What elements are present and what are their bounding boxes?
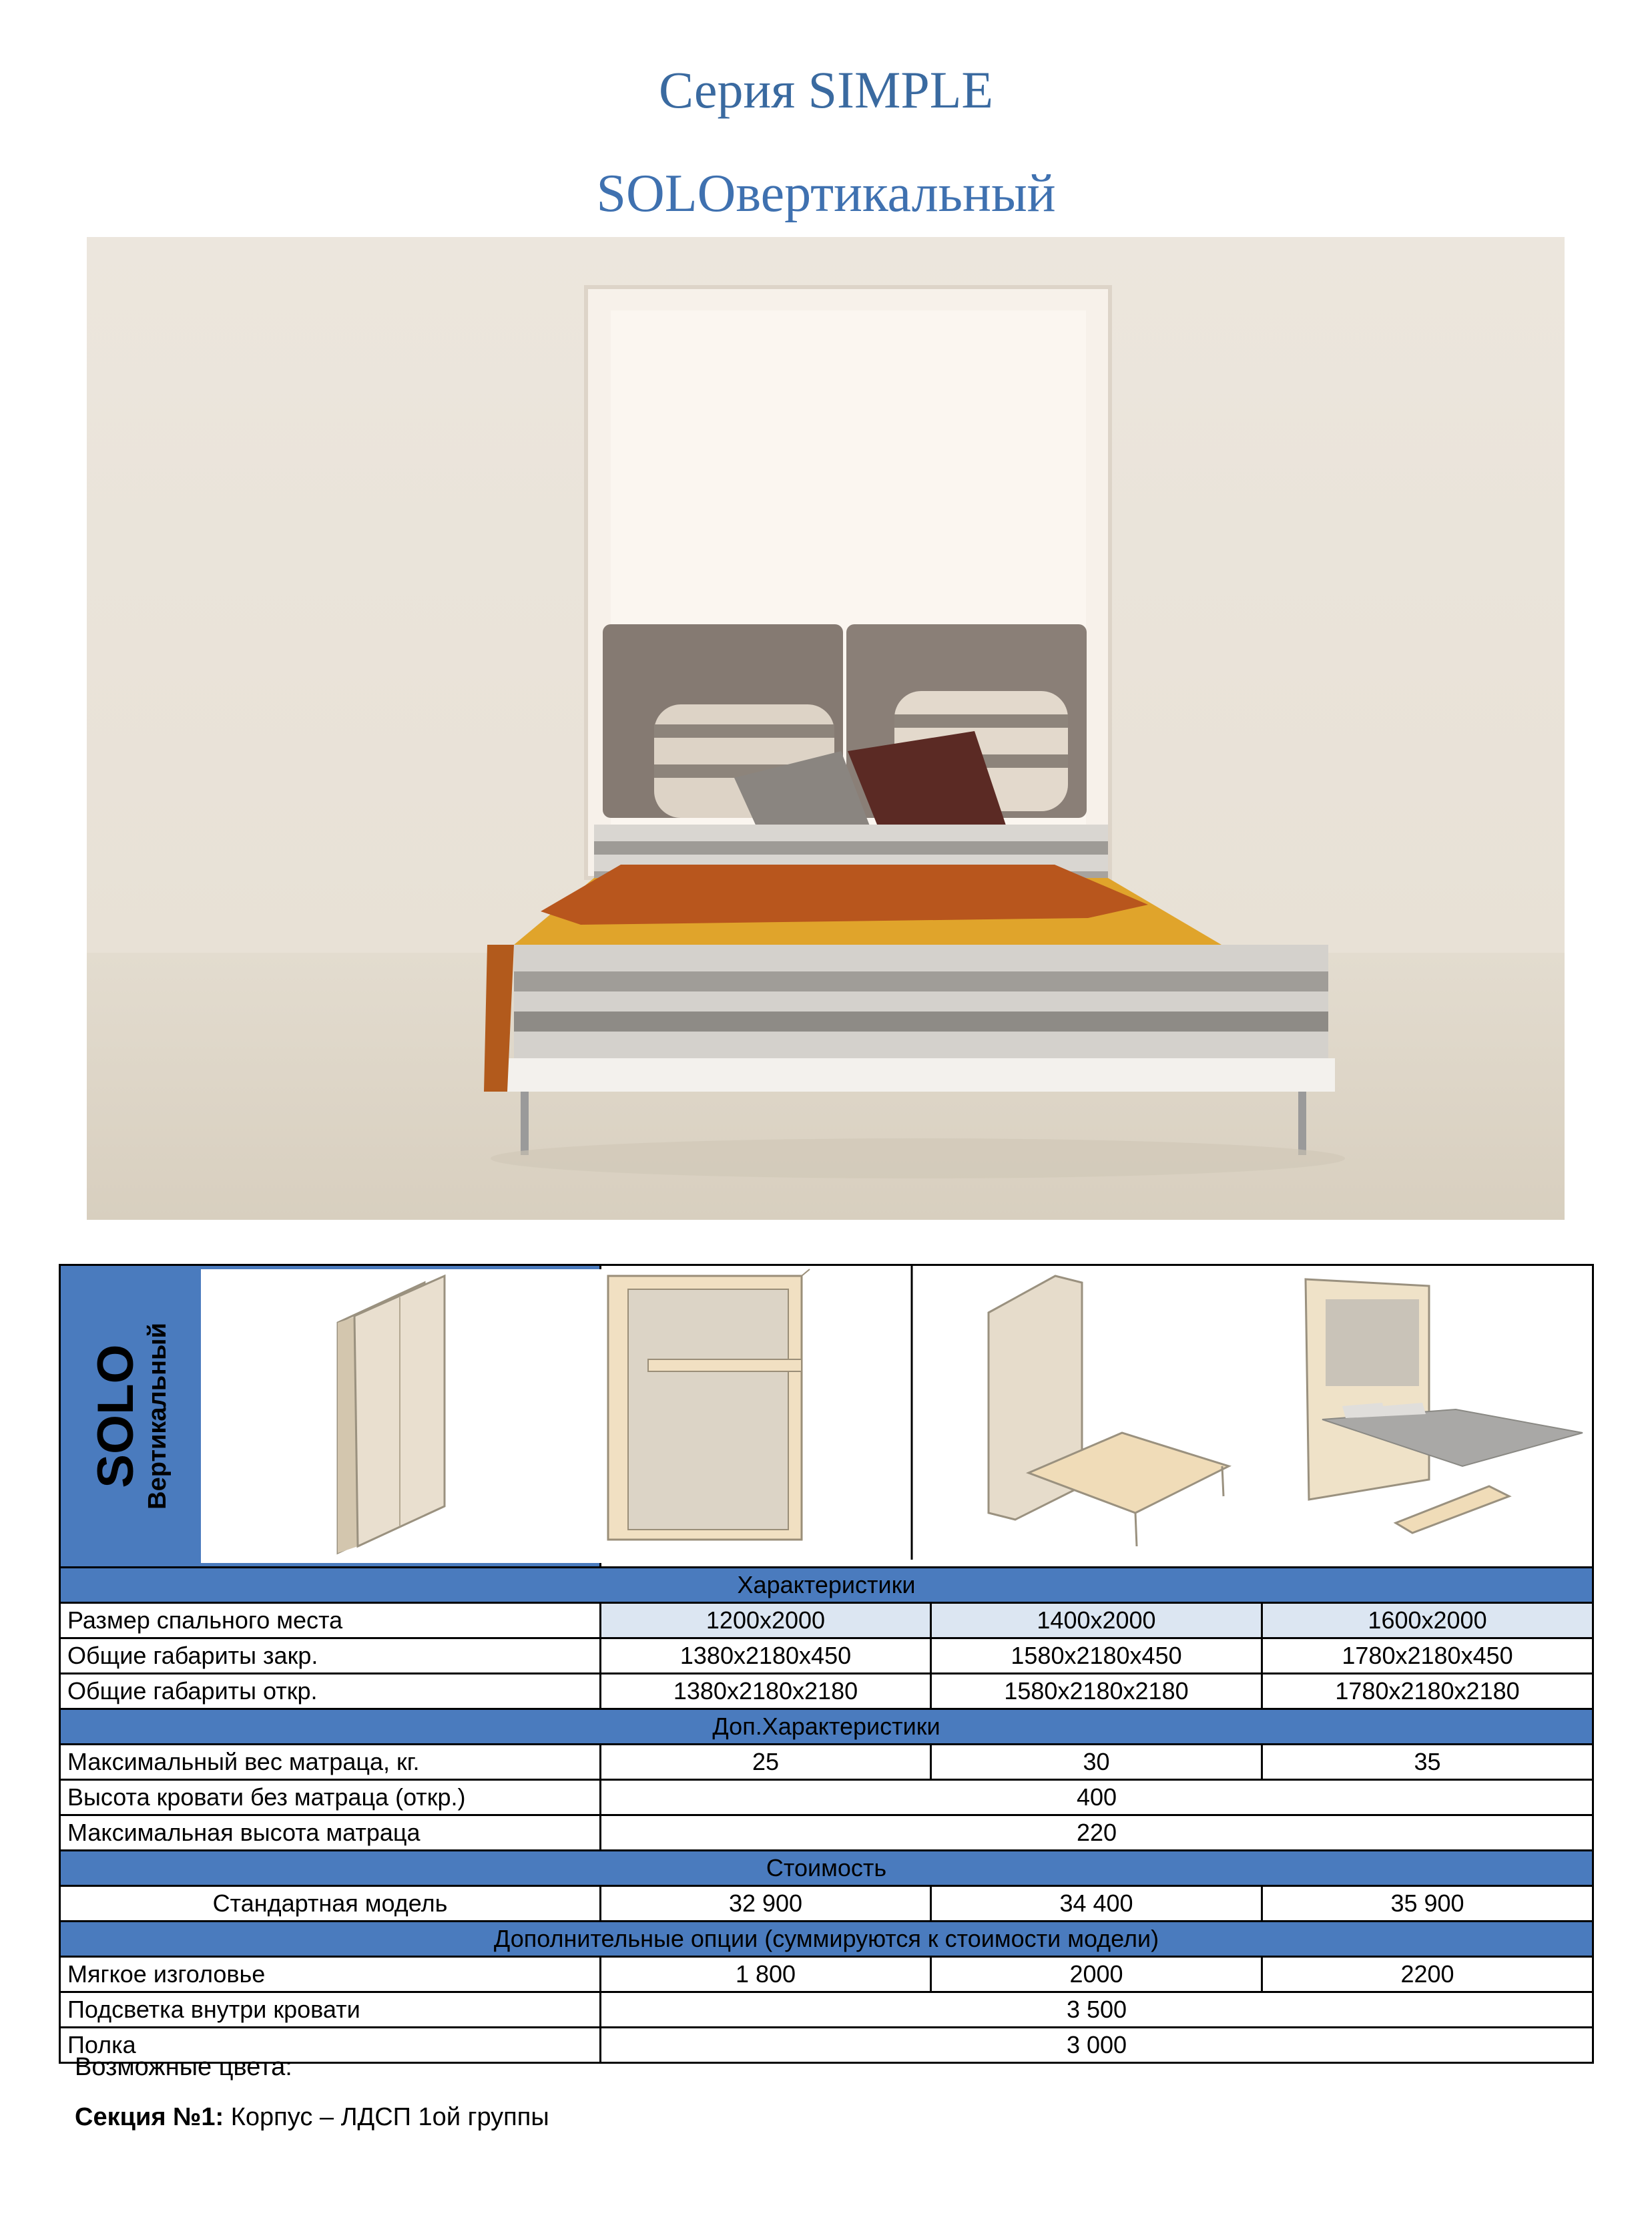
cell: 1580х2180х450	[931, 1638, 1262, 1674]
cell: 25	[601, 1745, 931, 1780]
model-label	[89, 1323, 172, 1510]
row-label: Максимальная высота матраца	[60, 1815, 601, 1851]
cell: 3 500	[601, 1992, 1593, 2028]
row-label: Полка	[60, 2028, 601, 2063]
section-note-label: Секция №1:	[75, 2103, 224, 2131]
cell: 32 900	[601, 1886, 931, 1922]
cell: 3 000	[601, 2028, 1593, 2063]
cell: 1380х2180х450	[601, 1638, 931, 1674]
series-title: Серия SIMPLE	[658, 61, 994, 119]
table-row	[60, 1992, 1593, 2028]
model-title: SOLOвертикальный	[596, 164, 1056, 223]
cell: 1400х2000	[931, 1603, 1262, 1638]
row-label: Общие габариты откр.	[60, 1674, 601, 1709]
cell: 30	[931, 1745, 1262, 1780]
section-note-text: Корпус – ЛДСП 1ой группы	[224, 2103, 549, 2131]
product-photo	[87, 237, 1565, 1220]
cell: 2000	[931, 1957, 1262, 1992]
spec-table	[59, 1264, 1594, 2064]
cell: 1380х2180х2180	[601, 1674, 931, 1709]
table-row	[60, 1957, 1593, 1992]
cell: 1780х2180х2180	[1262, 1674, 1593, 1709]
cell: 35 900	[1262, 1886, 1593, 1922]
row-label: Размер спального места	[60, 1603, 601, 1638]
cell: 220	[601, 1815, 1593, 1851]
table-row	[60, 1780, 1593, 1815]
section-cost: Стоимость	[60, 1851, 1593, 1886]
model-name: SOLO	[87, 1344, 144, 1488]
closed-cabinet-drawing	[201, 1269, 601, 1563]
section-note	[75, 2103, 549, 2132]
cell: 1600х2000	[1262, 1603, 1593, 1638]
row-label: Общие габариты закр.	[60, 1638, 601, 1674]
cell: 1580х2180х2180	[931, 1674, 1262, 1709]
row-label: Подсветка внутри кровати	[60, 1992, 601, 2028]
table-row	[60, 1815, 1593, 1851]
cell: 34 400	[931, 1886, 1262, 1922]
table-row	[60, 1745, 1593, 1780]
colors-label: Возможные цвета:	[75, 2053, 292, 2081]
cell: 400	[601, 1780, 1593, 1815]
table-row	[60, 1603, 1593, 1638]
cell: 1200х2000	[601, 1603, 931, 1638]
cell: 1 800	[601, 1957, 931, 1992]
cell: 35	[1262, 1745, 1593, 1780]
model-images-row	[60, 1265, 1593, 1568]
table-row	[60, 1638, 1593, 1674]
row-label: Стандартная модель	[60, 1886, 601, 1922]
cell: 2200	[1262, 1957, 1593, 1992]
row-label: Мягкое изголовье	[60, 1957, 601, 1992]
bed-drawings	[601, 1266, 1594, 1560]
row-label: Высота кровати без матраца (откр.)	[60, 1780, 601, 1815]
drawings-cell	[601, 1265, 1593, 1568]
model-type: Вертикальный	[144, 1323, 172, 1510]
row-label: Максимальный вес матраца, кг.	[60, 1745, 601, 1780]
section-characteristics: Характеристики	[60, 1568, 1593, 1603]
section-options: Дополнительные опции (суммируются к стоимости модели)	[60, 1922, 1593, 1957]
section-extra-characteristics: Доп.Характеристики	[60, 1709, 1593, 1745]
table-row	[60, 1886, 1593, 1922]
model-label-cell	[60, 1265, 601, 1568]
table-row	[60, 1674, 1593, 1709]
cell: 1780х2180х450	[1262, 1638, 1593, 1674]
